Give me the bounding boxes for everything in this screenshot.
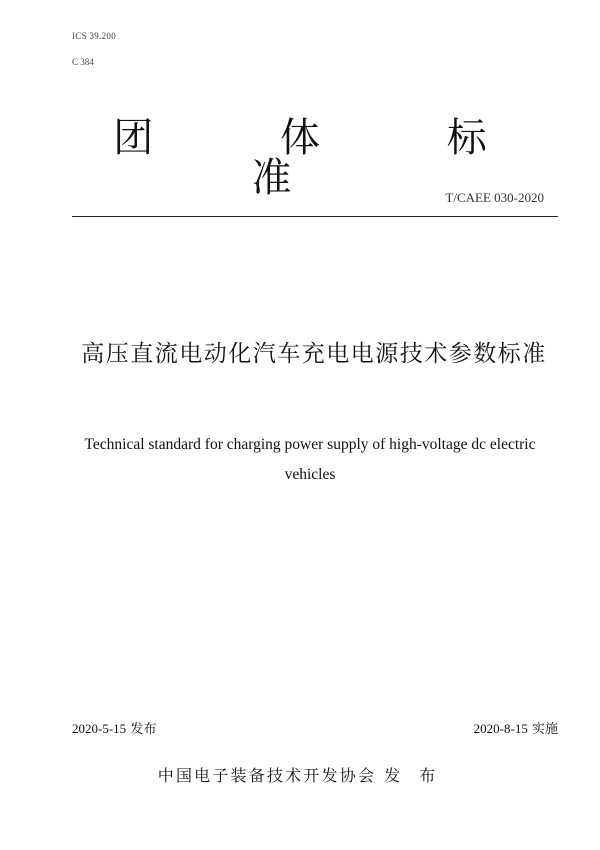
document-type-heading: 团 体 标 准 xyxy=(113,115,544,201)
implementation-label: 实施 xyxy=(531,722,558,737)
issuer-name: 中国电子装备技术开发协会 xyxy=(157,766,377,785)
standard-number: T/CAEE 030-2020 xyxy=(445,190,544,205)
ics-code: ICS 39.200 xyxy=(72,31,117,41)
issue-label: 发布 xyxy=(130,722,157,737)
title-english: Technical standard for charging power supply of high-voltage dc electric vehicles xyxy=(84,436,536,483)
issue-date-line xyxy=(72,718,156,737)
ccs-code: C 384 xyxy=(72,57,94,67)
header-divider xyxy=(72,216,558,217)
issue-date: 2020-5-15 xyxy=(72,721,127,736)
title-chinese: 高压直流电动化汽车充电电源技术参数标准 xyxy=(81,341,547,367)
implementation-date: 2020-8-15 xyxy=(473,721,528,736)
issuer-line xyxy=(0,763,600,786)
implementation-date-line xyxy=(474,718,558,737)
issuer-action: 发 布 xyxy=(384,766,443,785)
